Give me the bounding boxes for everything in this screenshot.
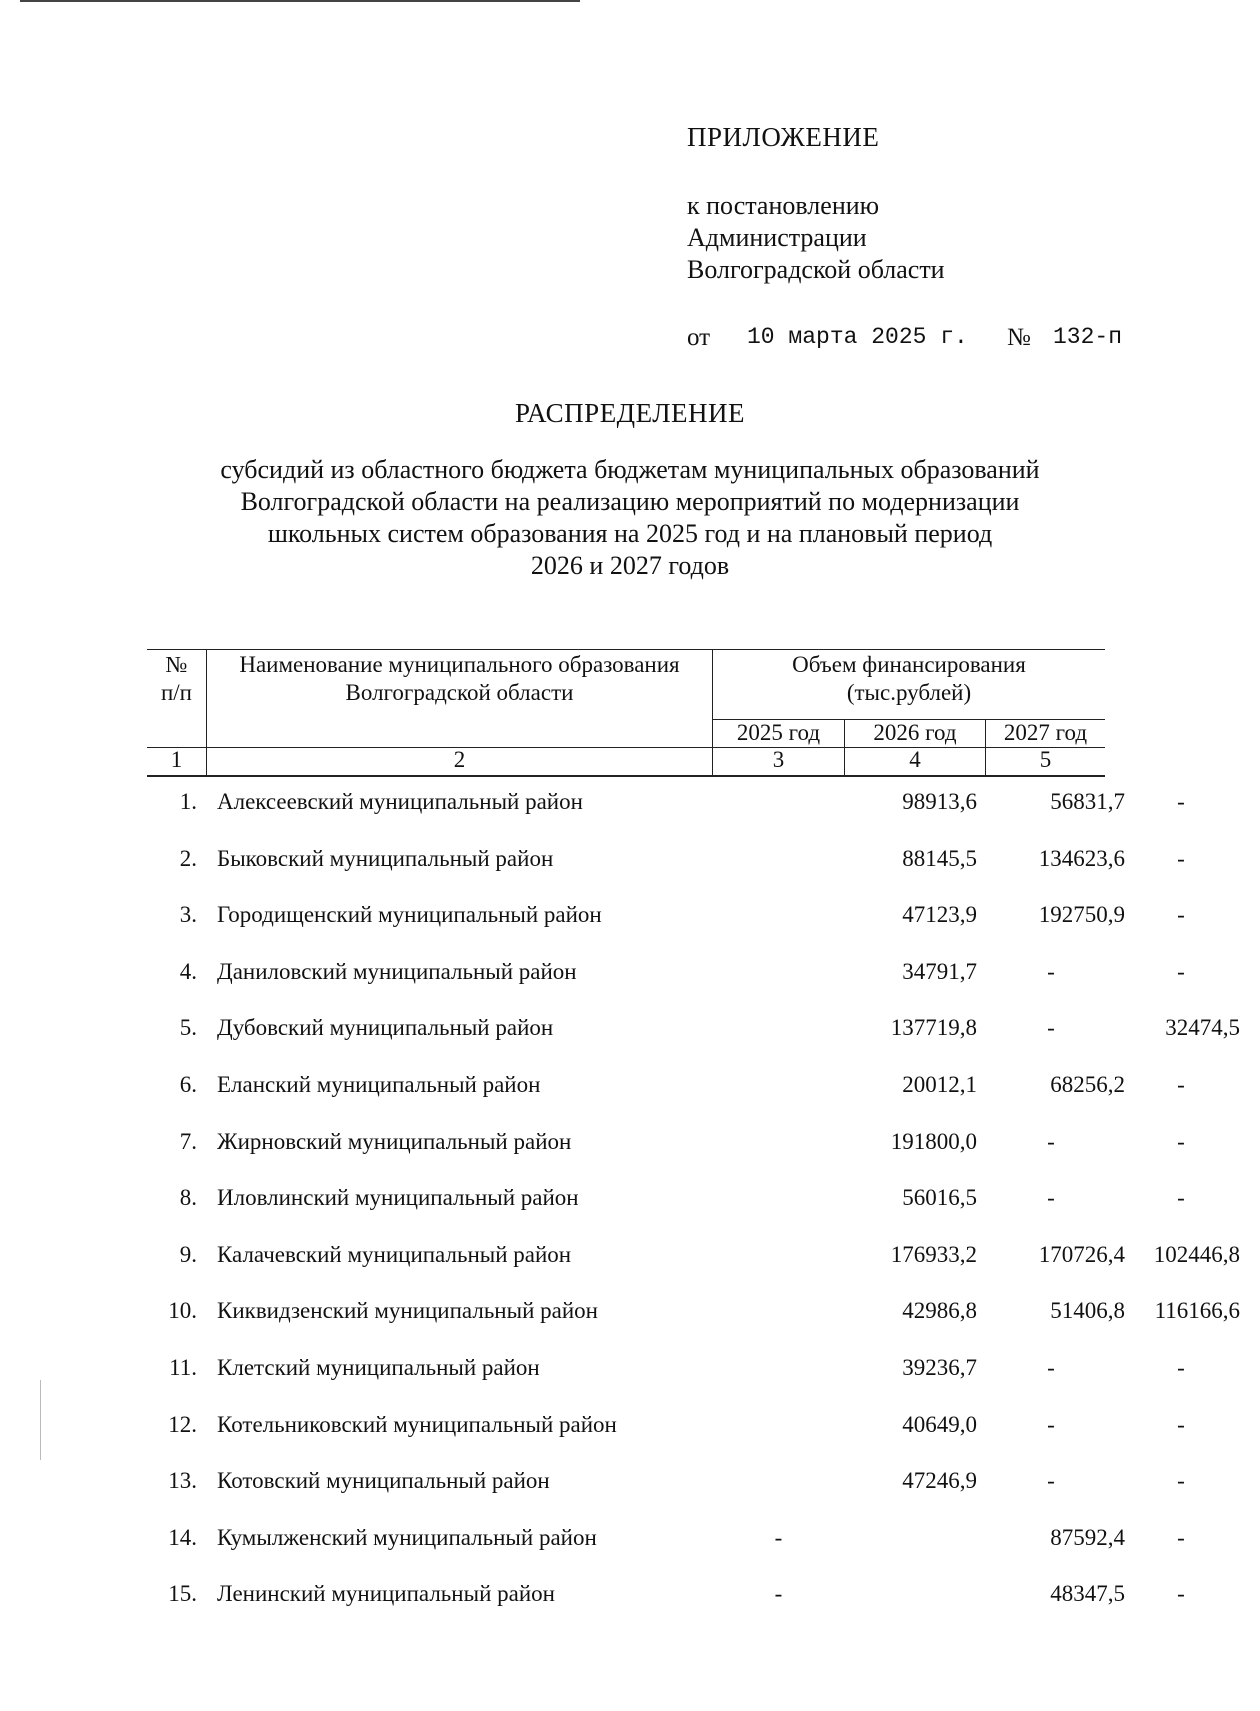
value-2026: - bbox=[1047, 1015, 1055, 1041]
number-sign: № bbox=[1007, 324, 1031, 351]
value-2027: 116166,6 bbox=[1154, 1298, 1240, 1324]
appendix-to-line: Волгоградской области bbox=[687, 255, 945, 284]
value-2025: 34791,7 bbox=[902, 958, 977, 984]
column-number: 2 bbox=[453, 747, 466, 772]
value-2025: 191800,0 bbox=[890, 1128, 977, 1154]
table-body bbox=[147, 775, 1240, 1624]
header-name-line1: Наименование муниципального образования bbox=[239, 652, 680, 677]
value-2026: 87592,4 bbox=[1050, 1524, 1125, 1550]
value-2027: - bbox=[1177, 1128, 1185, 1154]
municipality-name: Дубовский муниципальный район bbox=[217, 1015, 554, 1041]
row-number: 7. bbox=[179, 1128, 197, 1154]
scan-artifact-line bbox=[20, 0, 580, 2]
municipality-name: Киквидзенский муниципальный район bbox=[217, 1298, 598, 1324]
header-volume-line2: (тыс.рублей) bbox=[846, 680, 972, 705]
value-2027: 102446,8 bbox=[1153, 1241, 1240, 1267]
header-no-line2: п/п bbox=[160, 680, 192, 705]
table-row bbox=[147, 1511, 1185, 1568]
municipality-name: Ленинский муниципальный район bbox=[217, 1581, 555, 1607]
value-2026: 56831,7 bbox=[1050, 789, 1125, 814]
value-2026: - bbox=[1047, 958, 1055, 984]
municipality-name: Котельниковский муниципальный район bbox=[217, 1411, 617, 1437]
municipality-name: Иловлинский муниципальный район bbox=[217, 1185, 579, 1211]
appendix-to-line: Администрации bbox=[687, 223, 867, 252]
document-subtitle-line: Волгоградской области на реализацию мероприятий по модернизации bbox=[240, 487, 1020, 516]
value-2025: 47123,9 bbox=[902, 902, 977, 928]
table-row bbox=[147, 1001, 1240, 1058]
table-row bbox=[147, 1567, 1185, 1624]
value-2027: - bbox=[1177, 1411, 1185, 1437]
value-2025: 20012,1 bbox=[902, 1071, 977, 1097]
column-number: 4 bbox=[909, 747, 921, 772]
document-title: РАСПРЕДЕЛЕНИЕ bbox=[514, 398, 746, 428]
row-number: 12. bbox=[168, 1411, 197, 1437]
table-header bbox=[147, 649, 1105, 776]
row-number: 6. bbox=[179, 1071, 197, 1097]
value-2025: 88145,5 bbox=[902, 845, 977, 871]
municipality-name: Алексеевский муниципальный район bbox=[217, 789, 583, 814]
value-2026: 170726,4 bbox=[1038, 1241, 1125, 1267]
value-2026: - bbox=[1047, 1128, 1055, 1154]
municipality-name: Клетский муниципальный район bbox=[217, 1354, 540, 1380]
value-2026: - bbox=[1047, 1411, 1055, 1437]
header-year-2027: 2027 год bbox=[1003, 720, 1088, 745]
row-number: 4. bbox=[179, 958, 197, 984]
decree-date-number bbox=[687, 324, 1127, 358]
value-2027: - bbox=[1177, 1071, 1185, 1097]
value-2026: - bbox=[1047, 1354, 1055, 1380]
municipality-name: Кумылженский муниципальный район bbox=[217, 1524, 597, 1550]
table-row bbox=[147, 832, 1185, 889]
value-2026: 134623,6 bbox=[1038, 845, 1125, 871]
value-2025: 98913,6 bbox=[902, 789, 977, 814]
value-2027: - bbox=[1177, 1354, 1185, 1380]
value-2026: 192750,9 bbox=[1038, 902, 1125, 928]
municipality-name: Городищенский муниципальный район bbox=[217, 902, 602, 928]
date-from-label: от bbox=[687, 324, 711, 351]
scan-artifact-mark bbox=[40, 1380, 41, 1460]
table-row bbox=[147, 945, 1185, 1002]
row-number: 10. bbox=[168, 1298, 197, 1324]
table-row bbox=[147, 1454, 1185, 1511]
row-number: 1. bbox=[179, 789, 197, 814]
value-2025: 176933,2 bbox=[890, 1241, 977, 1267]
value-2025: - bbox=[774, 1581, 783, 1607]
value-2027: 32474,5 bbox=[1165, 1015, 1240, 1041]
value-2025: 137719,8 bbox=[890, 1015, 977, 1041]
value-2025: 40649,0 bbox=[902, 1411, 977, 1437]
value-2027: - bbox=[1177, 1468, 1185, 1494]
municipality-name: Калачевский муниципальный район bbox=[217, 1241, 572, 1267]
value-2027: - bbox=[1177, 845, 1185, 871]
row-number: 8. bbox=[179, 1185, 197, 1211]
value-2025: 47246,9 bbox=[902, 1468, 977, 1494]
value-2025: - bbox=[774, 1524, 783, 1550]
decree-date: 10 марта 2025 г. bbox=[747, 324, 968, 350]
value-2025: 39236,7 bbox=[902, 1354, 977, 1380]
column-number: 5 bbox=[1039, 747, 1052, 772]
appendix-to-line: к постановлению bbox=[687, 191, 880, 220]
header-rule-top bbox=[147, 649, 1105, 650]
table-row bbox=[147, 1341, 1185, 1398]
value-2026: 48347,5 bbox=[1050, 1581, 1125, 1607]
row-number: 14. bbox=[168, 1524, 197, 1550]
value-2026: - bbox=[1047, 1468, 1055, 1494]
table-row bbox=[147, 1398, 1185, 1455]
municipality-name: Еланский муниципальный район bbox=[217, 1071, 541, 1097]
value-2026: - bbox=[1047, 1185, 1055, 1211]
table-row bbox=[147, 888, 1185, 945]
decree-number: 132-п bbox=[1053, 324, 1123, 350]
table-row bbox=[147, 1058, 1185, 1115]
row-number: 15. bbox=[168, 1581, 197, 1607]
header-year-2025: 2025 год bbox=[736, 720, 821, 745]
municipality-name: Быковский муниципальный район bbox=[217, 845, 554, 871]
table-row bbox=[147, 1115, 1185, 1172]
row-number: 2. bbox=[179, 845, 197, 871]
document-subtitle-line: субсидий из областного бюджета бюджетам муниципальных образований bbox=[220, 455, 1040, 484]
table-row bbox=[147, 1228, 1240, 1285]
value-2027: - bbox=[1177, 902, 1185, 928]
column-number: 1 bbox=[170, 747, 183, 772]
value-2027: - bbox=[1177, 958, 1185, 984]
column-number: 3 bbox=[772, 747, 785, 772]
header-name-line2: Волгоградской области bbox=[345, 680, 574, 705]
municipality-name: Котовский муниципальный район bbox=[217, 1468, 550, 1494]
appendix-title: ПРИЛОЖЕНИЕ bbox=[687, 122, 880, 152]
municipality-name: Даниловский муниципальный район bbox=[217, 958, 577, 984]
row-number: 11. bbox=[169, 1354, 197, 1380]
value-2026: 51406,8 bbox=[1050, 1298, 1125, 1324]
row-number: 3. bbox=[179, 902, 197, 928]
value-2027: - bbox=[1177, 1185, 1185, 1211]
header-year-2026: 2026 год bbox=[873, 720, 957, 745]
value-2027: - bbox=[1177, 1524, 1185, 1550]
value-2026: 68256,2 bbox=[1050, 1071, 1125, 1097]
table-row bbox=[147, 775, 1185, 832]
municipality-name: Жирновский муниципальный район bbox=[217, 1128, 572, 1154]
document-subtitle-line: школьных систем образования на 2025 год и на плановый период bbox=[267, 519, 993, 548]
table-row bbox=[147, 1171, 1185, 1228]
row-number: 9. bbox=[179, 1241, 197, 1267]
value-2025: 42986,8 bbox=[902, 1298, 977, 1324]
row-number: 5. bbox=[179, 1015, 197, 1041]
header-volume-line1: Объем финансирования bbox=[792, 652, 1026, 677]
value-2027: - bbox=[1177, 789, 1185, 814]
table-row bbox=[147, 1284, 1240, 1341]
value-2027: - bbox=[1177, 1581, 1185, 1607]
document-subtitle-line: 2026 и 2027 годов bbox=[530, 551, 730, 580]
header-no-line1: № bbox=[165, 652, 188, 677]
row-number: 13. bbox=[168, 1468, 197, 1494]
value-2025: 56016,5 bbox=[902, 1185, 977, 1211]
